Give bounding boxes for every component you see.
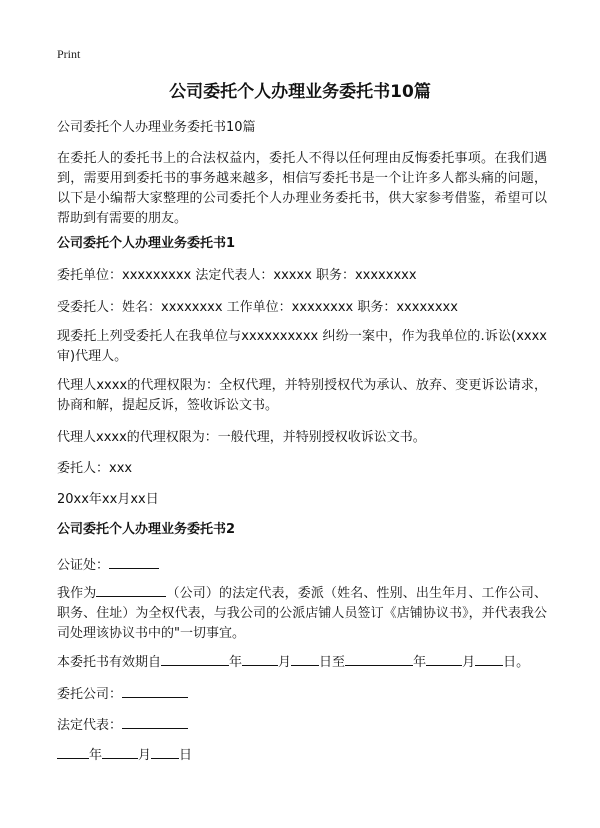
- sign-month-blank: [102, 745, 138, 759]
- start-month-blank: [242, 652, 278, 666]
- sign-day-word: 日: [179, 748, 193, 763]
- legal-rep-blank: [122, 715, 188, 729]
- date-line: 20xx年xx月xx日: [57, 492, 159, 507]
- start-month-word: 月: [278, 655, 292, 670]
- company-name-blank: [96, 583, 166, 597]
- sign-year-word: 年: [89, 748, 103, 763]
- legal-rep-line: [57, 715, 188, 734]
- signer-line: 委托人：xxx: [57, 461, 133, 476]
- section2-heading: 公司委托个人办理业务委托书2: [57, 522, 236, 537]
- authorization-paragraph: [57, 583, 547, 644]
- notary-line: [57, 555, 159, 574]
- end-day-word: 日。: [503, 655, 530, 670]
- end-year-word: 年: [413, 655, 427, 670]
- case-paragraph: 现委托上列受委托人在我单位与xxxxxxxxxx 纠纷一案中，作为我单位的.诉讼(xxxx审)代理人。: [57, 329, 547, 364]
- section1-heading: 公司委托个人办理业务委托书1: [57, 236, 236, 251]
- end-month-blank: [426, 652, 462, 666]
- general-scope-line: 代理人xxxx的代理权限为：一般代理，并特别授权收诉讼文书。: [57, 430, 426, 445]
- end-year-blank: [345, 652, 413, 666]
- notary-blank: [109, 555, 159, 569]
- authorization-prefix: 我作为: [57, 586, 97, 601]
- start-year-blank: [161, 652, 229, 666]
- signature-date-line: [57, 745, 192, 764]
- validity-line: [57, 652, 529, 671]
- start-year-word: 年: [229, 655, 243, 670]
- end-day-blank: [475, 652, 503, 666]
- company-line: [57, 684, 188, 703]
- start-day-blank: [291, 652, 319, 666]
- end-month-word: 月: [462, 655, 476, 670]
- sign-day-blank: [151, 745, 179, 759]
- document-subtitle: 公司委托个人办理业务委托书10篇: [57, 120, 256, 135]
- principal-line: 委托单位：xxxxxxxxx 法定代表人：xxxxx 职务：xxxxxxxx: [57, 268, 417, 283]
- intro-paragraph: 在委托人的委托书上的合法权益内，委托人不得以任何理由反悔委托事项。在我们遇到，需要用到委托书的事务越来越多，相信写委托书是一个让许多人都头痛的问题，以下是小编帮大家整理的公司委托个人办理业务委托书，供大家参考借鉴，希望可以帮助到有需要的朋友。: [57, 151, 547, 226]
- full-scope-paragraph: 代理人xxxx的代理权限为：全权代理，并特别授权代为承认、放弃、变更诉讼请求，协商和解，提起反诉，签收诉讼文书。: [57, 378, 547, 413]
- to-word: 日至: [319, 655, 346, 670]
- company-label: 委托公司：: [57, 687, 123, 702]
- page-title: 公司委托个人办理业务委托书10篇: [169, 82, 431, 102]
- validity-prefix: 本委托书有效期自: [57, 655, 162, 670]
- notary-label: 公证处：: [57, 558, 110, 573]
- legal-rep-label: 法定代表：: [57, 718, 123, 733]
- company-blank: [122, 684, 188, 698]
- authorization-body: （公司）的法定代表，委派（姓名、性别、出生年月、工作公司、职务、住址）为全权代表，与我公司的公派店铺人员签订《店铺协议书》，并代表我公司处理该协议书中的"一切事宜。: [57, 586, 547, 641]
- sign-year-blank: [57, 745, 89, 759]
- print-link[interactable]: Print: [57, 47, 81, 61]
- agent-line: 受委托人：姓名：xxxxxxxx 工作单位：xxxxxxxx 职务：xxxxxxxx: [57, 300, 458, 315]
- sign-month-word: 月: [138, 748, 152, 763]
